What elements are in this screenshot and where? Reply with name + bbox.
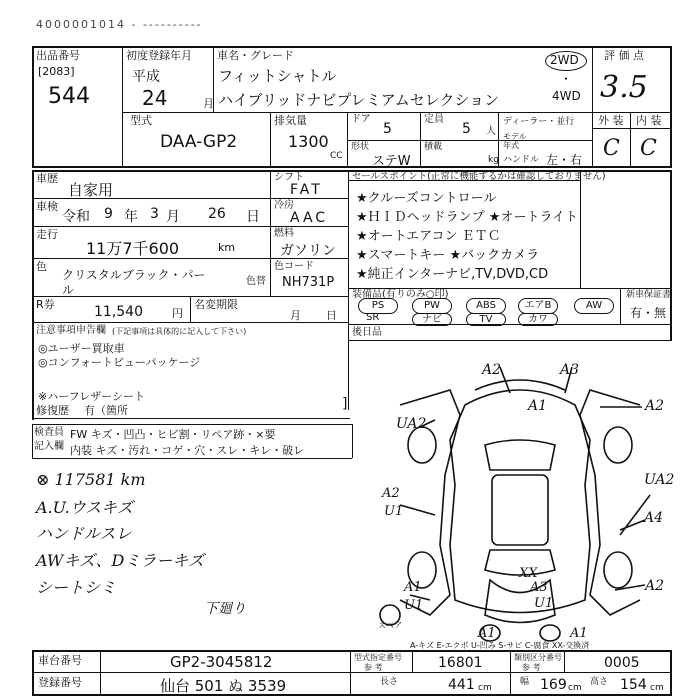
color-value-2: ル <box>62 283 75 297</box>
inspector-row-2: 内装 キズ・汚れ・コゲ・穴・スレ・キレ・破レ <box>70 444 305 457</box>
equip-airbag: エアB <box>518 298 558 314</box>
mark-left-ua2: UA2 <box>396 416 427 432</box>
model-grade: ハイブリッドナビプレミアムセレクション <box>218 91 500 109</box>
type-designation-label: 型式指定番号 <box>354 653 402 662</box>
mark-top-right: A3 <box>560 362 580 378</box>
notes-label: 注意事項申告欄 <box>36 325 106 336</box>
plate-label: 登録番号 <box>38 676 82 689</box>
mark-right-ua2: UA2 <box>644 472 675 488</box>
equip-abs: ABS <box>466 298 506 314</box>
mark-rear-u1: U1 <box>534 596 554 611</box>
equip-navi: ナビ <box>412 313 452 326</box>
inspection-day-suffix: 日 <box>246 209 260 225</box>
model-label: 車名・グレード <box>217 49 294 62</box>
hand-line-1: ⊗ 117581 km <box>36 470 146 489</box>
equip-sr: SR <box>366 312 380 323</box>
mark-rear-xx: XX <box>519 566 538 581</box>
type-label: 型式 <box>130 114 152 127</box>
title-deadline-label: 名変期限 <box>194 298 238 311</box>
registration-year: 24 <box>142 86 168 110</box>
legend: A-キズ E-エクボ U-凹み S-サビ C-腐食 XX-交換済 <box>410 641 590 650</box>
inspection-era: 令和 <box>62 209 90 225</box>
chassis-label: 車台番号 <box>38 654 82 667</box>
warranty-label: 新車保証書 <box>626 290 672 300</box>
inspection-day: 26 <box>208 206 226 222</box>
inspector-label-2: 記入欄 <box>34 441 64 452</box>
kg-unit: kg <box>488 155 499 165</box>
mark-rear-right-a2: A2 <box>645 578 665 594</box>
note-extra: ※ハーフレザーシート <box>38 390 146 403</box>
seats-value: 5 <box>462 121 471 137</box>
mark-left-u1: U1 <box>384 504 404 519</box>
seats-label: 定員 <box>424 114 444 125</box>
hand-line-4: AWキズ、Dミラーキズ <box>36 551 205 570</box>
equip-aw: AW <box>574 298 614 314</box>
type-value: DAA-GP2 <box>160 132 238 152</box>
equip-pw: PW <box>412 298 452 314</box>
drive-4wd: 4WD <box>552 89 581 103</box>
seats-unit: 人 <box>486 126 496 137</box>
shape-label: 形状 <box>351 142 370 152</box>
sales-point-5: ★純正インターナビ,TV,DVD,CD <box>356 267 549 282</box>
shift-label: シフト <box>274 172 304 183</box>
mark-rear-left-u1: U1 <box>404 598 424 613</box>
length-unit: cm <box>478 683 492 693</box>
title-deadline-day: 日 <box>326 309 337 322</box>
inspection-month: 3 <box>150 206 159 222</box>
color-change-label: 色替 <box>246 276 266 287</box>
ext-label: 外 装 <box>598 114 624 127</box>
handle-label: ハンドル <box>503 155 540 165</box>
registration-era: 平成 <box>132 69 160 85</box>
category-value: 0005 <box>604 655 640 671</box>
mileage-label: 走行 <box>36 228 58 241</box>
type-designation-sub: 参 考 <box>364 663 383 672</box>
repair-value: 有（箇所 <box>84 404 128 417</box>
drive-dot: ・ <box>560 72 573 86</box>
recycle-yen: 円 <box>172 307 183 320</box>
registration-label: 初度登録年月 <box>126 49 192 62</box>
sales-point-3: ★オートエアコン ＥＴＣ <box>356 229 501 244</box>
sales-points-label: セールスポイント(正常に機能するかは確認しておりません) <box>352 171 606 182</box>
hand-bottom: 下廻り <box>204 601 246 617</box>
mark-top-left: A2 <box>482 362 502 378</box>
mark-bottom-a1: A1 <box>478 626 496 641</box>
ext-score: C <box>603 136 620 161</box>
shape-value: ステW <box>372 154 411 169</box>
length-value: 441 <box>448 677 475 693</box>
ac-label: 冷房 <box>274 200 294 211</box>
registration-month-suffix: 月 <box>203 97 214 110</box>
use-value: 自家用 <box>68 181 114 199</box>
rear-label: 後日品 <box>352 327 382 338</box>
hand-line-5: シートシミ <box>36 578 117 597</box>
equip-ps: PS <box>358 298 398 314</box>
equip-tv: TV <box>466 313 506 326</box>
plate-value: 仙台 501 ぬ 3539 <box>160 677 287 695</box>
title-deadline-month: 月 <box>290 309 301 322</box>
mark-rear-left-a1: A1 <box>404 580 422 595</box>
mark-roof-a1: A1 <box>528 398 548 414</box>
top-strip: 4000001014 - ---------- <box>36 18 203 31</box>
inspection-year: 9 <box>104 206 113 222</box>
doors-label: ドア <box>351 114 371 125</box>
drive-2wd: 2WD <box>550 53 579 67</box>
category-sub: 参 考 <box>522 663 541 672</box>
cc-unit: CC <box>330 151 343 161</box>
int-score: C <box>640 136 657 161</box>
hand-line-3: ハンドルスレ <box>36 524 132 543</box>
note-line-2: ◎コンフォートビューパッケージ <box>38 356 201 369</box>
mark-left-a2: A2 <box>382 486 400 501</box>
mileage-unit: km <box>218 241 236 254</box>
height-value: 154 <box>620 677 647 693</box>
lot-sub: [2083] <box>38 65 75 78</box>
displacement-value: 1300 <box>288 132 329 151</box>
ac-value: AAC <box>290 210 329 226</box>
fuel-value: ガソリン <box>280 243 336 259</box>
inspection-year-suffix: 年 <box>124 209 138 225</box>
recycle-label: R券 <box>36 298 55 311</box>
equip-leather: カワ <box>518 313 558 326</box>
doors-value: 5 <box>383 121 392 137</box>
mark-right-a2: A2 <box>645 398 665 414</box>
repair-label: 修復歴 <box>36 404 69 417</box>
model-year-label: モデル年式 <box>503 132 527 150</box>
equipment-label: 装備品(有りのみ○印) <box>352 289 449 300</box>
length-label: 長さ <box>380 677 399 687</box>
inspector-row-1: FW キズ・凹凸・ヒビ割・リペア跡・×要 <box>70 428 276 441</box>
evaluation-label: 評 価 点 <box>604 49 644 62</box>
shift-value: FAT <box>290 182 323 198</box>
color-code-value: NH731P <box>282 275 335 290</box>
inspection-month-suffix: 月 <box>166 209 180 225</box>
sales-point-1: ★クルーズコントロール <box>356 191 497 206</box>
height-label: 高さ <box>590 677 609 687</box>
hand-line-2: A.U.ウスキズ <box>36 498 133 517</box>
color-value-1: クリスタルブラック・パー <box>62 268 206 282</box>
displacement-label: 排気量 <box>274 114 307 127</box>
loading-label: 積載 <box>424 142 443 152</box>
width-unit: cm <box>568 683 582 693</box>
note-line-1: ◎ユーザー買取車 <box>38 342 125 355</box>
handle-value: 左・右 <box>546 153 583 167</box>
warranty-value: 有・無 <box>630 306 667 320</box>
type-designation-value: 16801 <box>438 655 483 671</box>
mark-right-a4: A4 <box>644 510 664 526</box>
int-label: 内 装 <box>636 114 662 127</box>
width-value: 169 <box>540 677 567 693</box>
height-unit: cm <box>650 683 664 693</box>
sales-point-4: ★スマートキー ★バックカメラ <box>356 248 540 263</box>
inspector-label-1: 検査員 <box>34 427 64 438</box>
repair-close: ] <box>342 396 348 412</box>
inspection-label: 車検 <box>36 200 58 213</box>
chassis-value: GP2-3045812 <box>170 653 273 671</box>
dealer-label: ディーラー・並行 <box>503 117 575 127</box>
color-code-label: 色コード <box>274 261 314 272</box>
spare-label: スペア <box>378 621 402 630</box>
recycle-value: 11,540 <box>94 304 143 320</box>
category-label: 類別区分番号 <box>514 653 562 662</box>
mileage-value: 11万7千600 <box>86 239 180 258</box>
model-name: フィットシャトル <box>218 67 337 85</box>
width-label: 幅 <box>520 677 530 687</box>
evaluation-score: 3.5 <box>600 70 648 105</box>
color-label: 色 <box>36 260 47 273</box>
mark-rear-a3: A3 <box>530 580 548 595</box>
notes-sub: (下記事項は具体的に記入して下さい) <box>112 327 247 336</box>
fuel-label: 燃料 <box>274 228 294 239</box>
lot-label: 出品番号 <box>36 49 80 62</box>
mark-bottom-a1b: A1 <box>570 626 588 641</box>
use-label: 車歴 <box>36 172 58 185</box>
lot-number: 544 <box>48 84 90 109</box>
sales-point-2: ★ＨＩＤヘッドランプ ★オートライト <box>356 210 579 225</box>
